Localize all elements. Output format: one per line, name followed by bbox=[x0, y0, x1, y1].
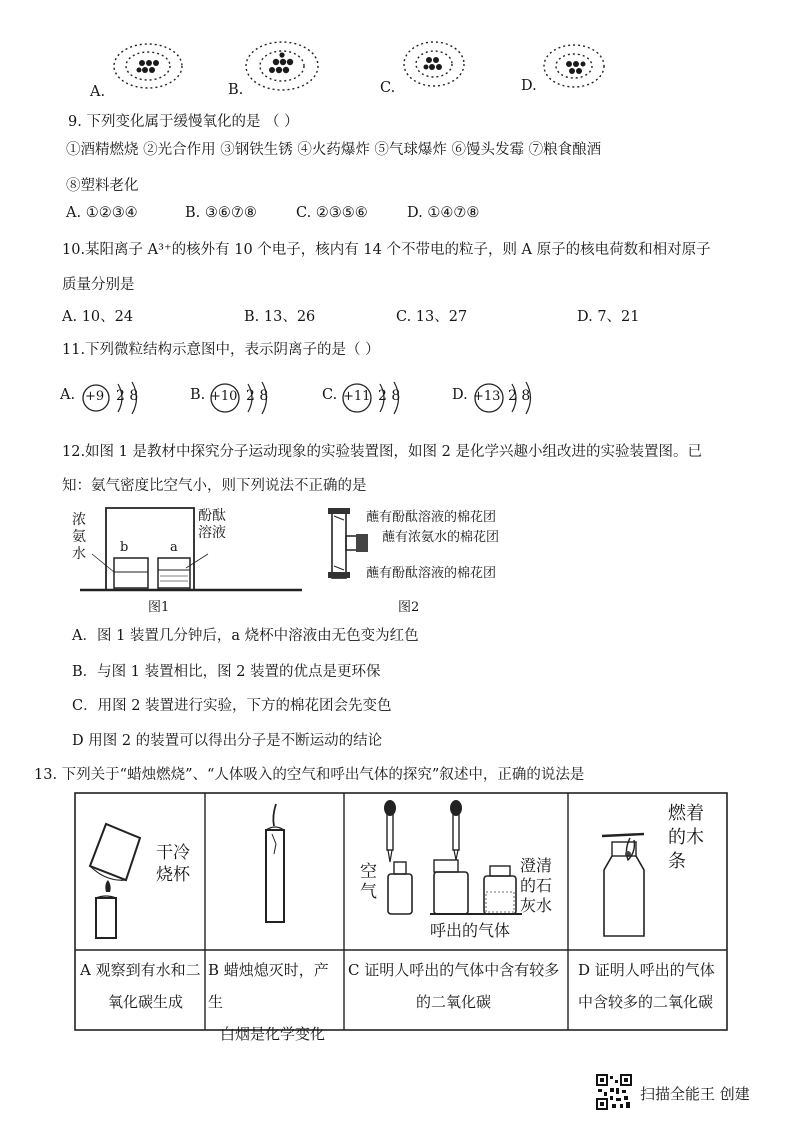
q11-option-c bbox=[320, 376, 450, 420]
q12-stem-line1: 12.如图 1 是教材中探究分子运动现象的实验装置图，如图 2 是化学兴趣小组改进的实验装置图。已 bbox=[62, 444, 702, 460]
electron-shells: 2 8 bbox=[508, 388, 531, 404]
caption-line: 氧化碳生成 bbox=[108, 993, 184, 1011]
cell-a-label bbox=[156, 842, 190, 886]
label-line: 溶液 bbox=[198, 525, 226, 541]
label-line: 燃着 bbox=[668, 803, 704, 824]
cell-d-label bbox=[668, 802, 704, 874]
q9-stem: 9. 下列变化属于缓慢氧化的是 （ ） bbox=[68, 114, 299, 130]
cell-c-limewater-label bbox=[520, 856, 552, 916]
q9-option-a: A. ①②③④ bbox=[66, 205, 138, 221]
cell-d-figure bbox=[582, 798, 662, 948]
q12-figure-1 bbox=[72, 502, 302, 615]
label-char: 浓 bbox=[72, 512, 86, 528]
caption-line: 的二氧化碳 bbox=[416, 993, 492, 1011]
fig2-label-top: 蘸有酚酞溶液的棉花团 bbox=[366, 510, 497, 525]
q13-stem: 13. 下列关于“蜡烛燃烧”、“人体吸入的空气和呼出气体的探究”叙述中，正确的说法是 bbox=[34, 767, 585, 783]
q10-option-d: D. 7、21 bbox=[577, 309, 640, 325]
q8-option-b: B. bbox=[228, 82, 244, 98]
q8-option-d: D. bbox=[521, 78, 537, 94]
label-line: 条 bbox=[668, 851, 686, 872]
caption-d bbox=[578, 954, 726, 1018]
q12-option-a: A．图 1 装置几分钟后，a 烧杯中溶液由无色变为红色 bbox=[72, 628, 419, 644]
caption-c bbox=[348, 954, 566, 1018]
cell-c-air-label bbox=[360, 862, 377, 902]
electron-shells: 2 8 bbox=[378, 388, 401, 404]
nucleus-charge: +11 bbox=[343, 389, 371, 404]
nucleus-charge: +13 bbox=[473, 389, 501, 404]
caption-b bbox=[208, 954, 342, 1050]
q11-option-d bbox=[450, 376, 580, 420]
q11-option-b bbox=[188, 376, 318, 420]
q9-items-line2: ⑧塑料老化 bbox=[66, 178, 139, 194]
q9-option-c: C. ②③⑤⑥ bbox=[296, 205, 368, 221]
q11-stem: 11.下列微粒结构示意图中，表示阴离子的是（ ） bbox=[62, 342, 380, 358]
footer-watermark bbox=[596, 1074, 786, 1110]
caption-line: D 证明人呼出的气体 bbox=[578, 961, 715, 979]
q11-option-letter: B. bbox=[190, 387, 206, 403]
label-char: 空 bbox=[360, 862, 377, 882]
nucleus-charge: +10 bbox=[210, 389, 238, 404]
label-line: 灰水 bbox=[520, 896, 553, 915]
caption-line: A 观察到有水和二 bbox=[80, 961, 201, 979]
q12-figure-2 bbox=[322, 506, 552, 615]
fig2-label-bottom: 蘸有酚酞溶液的棉花团 bbox=[366, 566, 497, 581]
scanner-brand-text: 扫描全能王 创建 bbox=[640, 1085, 750, 1103]
label-char: 水 bbox=[72, 546, 86, 562]
q9-option-b: B. ③⑥⑦⑧ bbox=[185, 205, 257, 221]
beaker-b-label: b bbox=[120, 540, 129, 555]
cell-c-exhaled-label: 呼出的气体 bbox=[430, 921, 511, 940]
atom-diagram-a bbox=[114, 44, 182, 88]
q11-option-letter: C. bbox=[322, 387, 338, 403]
qr-code-icon bbox=[596, 1074, 632, 1110]
electron-shells: 2 8 bbox=[246, 388, 269, 404]
q13-table bbox=[74, 792, 728, 1043]
q10-stem-line2: 质量分别是 bbox=[62, 277, 135, 293]
q10-option-c: C. 13、27 bbox=[396, 309, 468, 325]
nucleus-dots bbox=[137, 52, 586, 74]
electron-shells: 2 8 bbox=[116, 388, 139, 404]
atom-diagram-c bbox=[404, 42, 464, 86]
q9-option-d: D. ①④⑦⑧ bbox=[407, 205, 480, 221]
fig1-left-label bbox=[72, 512, 86, 563]
q11-option-letter: D. bbox=[452, 387, 468, 403]
nucleus-charge: +9 bbox=[85, 389, 105, 404]
q10-stem-line1: 10.某阳离子 A³⁺的核外有 10 个电子，核内有 14 个不带电的粒子，则 A 原子的核电荷数和相对原子 bbox=[62, 242, 711, 258]
label-line: 澄清 bbox=[520, 856, 553, 875]
label-line: 干冷 bbox=[156, 843, 190, 863]
q11-option-letter: A. bbox=[60, 387, 76, 403]
cell-a-figure bbox=[82, 810, 162, 940]
q12-option-c: C．用图 2 装置进行实验，下方的棉花团会先变色 bbox=[72, 698, 392, 714]
q12-option-d: D 用图 2 的装置可以得出分子是不断运动的结论 bbox=[72, 733, 383, 749]
fig2-caption: 图2 bbox=[398, 600, 420, 615]
label-line: 的木 bbox=[668, 827, 704, 848]
caption-line: B 蜡烛熄灭时，产生 bbox=[208, 961, 329, 1011]
atom-diagram-b bbox=[246, 42, 318, 90]
label-line: 酚酞 bbox=[198, 508, 226, 524]
label-line: 的石 bbox=[520, 876, 553, 895]
caption-line: 中含较多的二氧化碳 bbox=[578, 993, 714, 1011]
cell-b-figure bbox=[244, 800, 304, 940]
q10-option-b: B. 13、26 bbox=[244, 309, 316, 325]
fig1-caption: 图1 bbox=[148, 600, 170, 615]
q11-option-a bbox=[58, 376, 188, 420]
q12-stem-line2: 知：氨气密度比空气小，则下列说法不正确的是 bbox=[62, 478, 367, 494]
label-line: 烧杯 bbox=[156, 865, 190, 885]
q12-option-b: B．与图 1 装置相比，图 2 装置的优点是更环保 bbox=[72, 664, 381, 680]
bell-jar-apparatus bbox=[72, 502, 302, 612]
q8-row bbox=[0, 0, 794, 110]
label-char: 氨 bbox=[72, 529, 86, 545]
label-char: 气 bbox=[360, 882, 377, 902]
caption-a bbox=[80, 954, 204, 1018]
caption-line: 白烟是化学变化 bbox=[220, 1025, 326, 1043]
q8-option-c: C. bbox=[380, 80, 396, 96]
q10-option-a: A. 10、24 bbox=[62, 309, 134, 325]
beaker-a-label: a bbox=[170, 540, 178, 555]
caption-line: C 证明人呼出的气体中含有较多 bbox=[348, 961, 560, 979]
q8-atom-diagrams bbox=[0, 0, 794, 110]
fig1-right-label bbox=[198, 508, 226, 542]
fig2-label-mid: 蘸有浓氨水的棉花团 bbox=[382, 530, 500, 545]
q8-option-a: A. bbox=[90, 84, 106, 100]
q9-items-line1: ①酒精燃烧 ②光合作用 ③钢铁生锈 ④火药爆炸 ⑤气球爆炸 ⑥馒头发霉 ⑦粮食酿酒 bbox=[66, 142, 602, 158]
